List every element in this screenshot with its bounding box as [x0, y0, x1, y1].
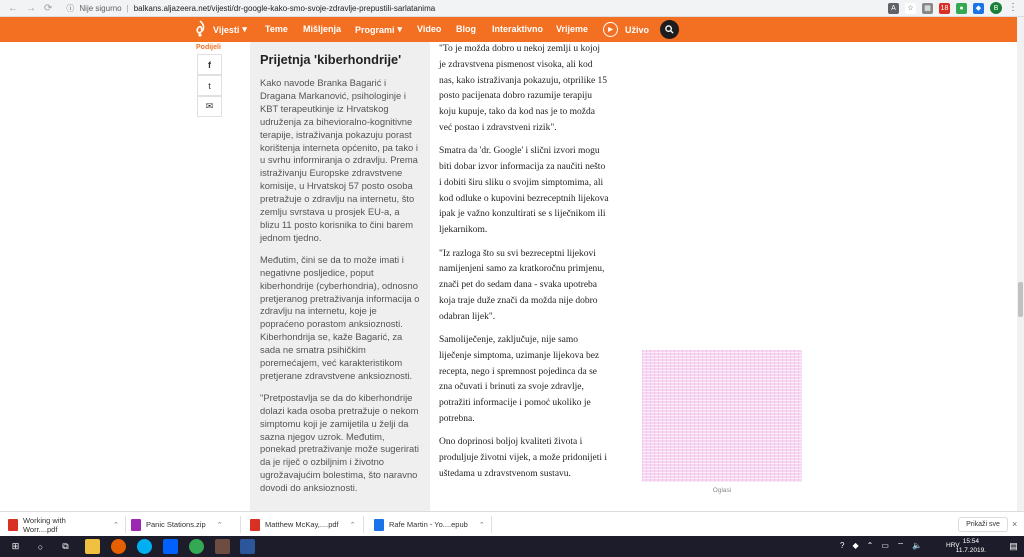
- address-separator: |: [126, 3, 129, 13]
- epub-file-icon: [374, 519, 384, 531]
- word-icon[interactable]: [240, 539, 255, 554]
- nav-uzivo[interactable]: ▶ Uživo: [603, 22, 649, 37]
- nav-vrijeme[interactable]: Vrijeme: [556, 24, 589, 34]
- play-icon: ▶: [603, 22, 618, 37]
- zip-file-icon: [131, 519, 141, 531]
- facebook-icon: f: [208, 59, 211, 70]
- clock-time: 15:54: [962, 538, 980, 545]
- menu-icon[interactable]: ⋮: [1008, 2, 1018, 13]
- show-all-downloads-button[interactable]: Prikaži sve: [958, 517, 1008, 532]
- extension-badge-icon[interactable]: 18: [940, 4, 949, 12]
- download-filename: Matthew McKay,....pdf: [265, 520, 339, 529]
- nav-programi[interactable]: Programi ▾: [355, 24, 403, 35]
- system-tray: [840, 541, 922, 551]
- url-text[interactable]: balkans.aljazeera.net/vijesti/dr-google-kako-smo-svoje-zdravlje-prepustili-sarlatanima: [133, 3, 436, 13]
- article-paragraph: Smatra da 'dr. Google' i slični izvori mogu biti dobar izvor informacija za naučiti nešto i dobiti širu sliku o svojim simptomima, ali kod odluke o kupovini bezreceptnih lijekova ipak je važno konzultirati se s liječnikom ili ljekarnikom.: [439, 146, 609, 236]
- network-icon[interactable]: ⌔: [896, 541, 905, 550]
- chrome-icon[interactable]: [189, 539, 204, 554]
- chevron-up-icon[interactable]: ⌃: [349, 521, 356, 529]
- browser-toolbar: [0, 0, 1024, 17]
- nav-interaktivno[interactable]: Interaktivno: [492, 24, 544, 34]
- nav-video[interactable]: Video: [417, 24, 442, 34]
- download-filename: Panic Stations.zip: [146, 520, 206, 529]
- chevron-up-icon[interactable]: ⌃: [216, 521, 223, 529]
- article-body: [439, 42, 609, 490]
- clock-date: 11.7.2019.: [955, 547, 986, 554]
- article-paragraph: Ono doprinosi boljoj kvaliteti života i produljuje životni vijek, a može pridonijeti i uštedama u zdravstvenom sustavu.: [439, 437, 608, 479]
- chevron-up-icon[interactable]: ⌃: [113, 521, 119, 529]
- skype-icon[interactable]: [137, 539, 152, 554]
- close-icon[interactable]: ×: [1012, 519, 1018, 529]
- chevron-down-icon: ▾: [397, 24, 403, 34]
- aljazeera-logo-icon[interactable]: [193, 20, 207, 38]
- forward-icon[interactable]: →: [26, 2, 36, 14]
- star-icon[interactable]: ☆: [905, 3, 916, 14]
- task-view-icon[interactable]: ⧉: [62, 541, 69, 551]
- language-indicator[interactable]: HRV: [946, 542, 960, 549]
- download-item[interactable]: [131, 516, 241, 533]
- site-navigation: [0, 17, 1017, 42]
- nav-teme[interactable]: Teme: [265, 24, 288, 34]
- volume-icon[interactable]: 🔈: [912, 541, 923, 550]
- download-filename: Working with Worr....pdf: [22, 515, 66, 534]
- nav-vijesti[interactable]: Vijesti ▾: [213, 24, 247, 35]
- file-explorer-icon[interactable]: [85, 539, 100, 554]
- share-twitter-button[interactable]: [197, 75, 222, 96]
- downloads-bar: [0, 511, 1024, 536]
- extension-blue-icon[interactable]: ◆: [973, 3, 984, 14]
- windows-start-icon[interactable]: ⊞: [11, 541, 20, 551]
- profile-avatar[interactable]: B: [990, 2, 1002, 14]
- notifications-icon[interactable]: ▤: [1009, 541, 1018, 551]
- tray-chevron-icon[interactable]: ⌃: [866, 541, 874, 550]
- download-item[interactable]: [374, 516, 492, 533]
- windows-taskbar: [0, 536, 1024, 557]
- security-label: Nije sigurno: [79, 3, 122, 13]
- nav-misljenja[interactable]: Mišljenja: [303, 24, 342, 34]
- translate-icon[interactable]: A: [888, 3, 899, 14]
- chevron-down-icon: ▾: [242, 24, 247, 34]
- download-item[interactable]: [250, 516, 364, 533]
- share-label: Podijeli: [196, 44, 221, 51]
- share-email-button[interactable]: [197, 96, 222, 117]
- chevron-up-icon[interactable]: ⌃: [478, 521, 485, 529]
- extension-icon[interactable]: ▦: [922, 3, 933, 14]
- scrollbar-thumb[interactable]: [1018, 282, 1023, 317]
- download-item[interactable]: [8, 516, 126, 533]
- battery-icon[interactable]: ▭: [881, 541, 889, 550]
- sidebar-title: Prijetnja 'kiberhondrije': [260, 52, 402, 67]
- search-icon: [665, 25, 674, 34]
- search-icon[interactable]: ○: [37, 541, 44, 552]
- dropbox-tray-icon[interactable]: ◆: [852, 541, 859, 550]
- article-paragraph: Samoliječenje, zaključuje, nije samo liječenje simptoma, uzimanje lijekova bez recepta, nego i spremnost pojedinca da se zna očuvati i brinuti za svoje zdravlje, potražiti informacije i pomoć ukoliko je potrebna.: [439, 335, 600, 425]
- address-bar[interactable]: [66, 3, 435, 14]
- nav-blog[interactable]: Blog: [456, 24, 476, 34]
- article-paragraph: "Iz razloga što su svi bezreceptni lijekovi namijenjeni samo za kratkoročnu primjenu, znači pet do sedam dana - svaka upotreba koja traje duže znači da možda nije dobro odabran lijek".: [439, 248, 605, 322]
- sidebar-paragraph: "Pretpostavlja se da do kiberhondrije dolazi kada osoba pretražuje o nekom simptomu koji je zamijetila u želji da sazna njegov uzrok. Međutim, ponekad pretraživanje može sugerirati da je riječ o ozbiljnim i životno ugrožavajućim bolestima, što naravno dovodi do anksioznosti.: [260, 391, 419, 494]
- info-icon[interactable]: ⓘ: [66, 3, 75, 13]
- sidebar-box: [250, 42, 430, 511]
- pdf-file-icon: [250, 519, 260, 531]
- extensions-area: [888, 2, 1018, 14]
- pdf-file-icon: [8, 519, 18, 531]
- download-filename: Rafe Martin - Yo....epub: [389, 520, 468, 529]
- sidebar-paragraph: Kako navode Branka Bagarić i Dragana Markanović, psihologinje i KBT terapeutkinje iz Hrvatskog udruženja za bihevioralno-kognitivne terapije, istraživanja pokazuju porast korištenja interneta općenito, pa tako i u svrhu informiranja o zdravlju. Prema istraživanju Europske zdravstvene komisije, u Hrvatskoj 57 posto osoba pretražuje o zdravlju na internetu, što zemlju svrstava u prosjek EU-a, a blizu 11 posto korisnika to čini barem jednom tjedno.: [260, 77, 418, 243]
- back-icon[interactable]: ←: [8, 2, 18, 14]
- help-icon[interactable]: ?: [840, 541, 845, 550]
- browser-nav: [0, 3, 52, 14]
- reload-icon[interactable]: ⟳: [44, 2, 53, 14]
- twitter-icon: t: [208, 80, 211, 91]
- page-scrollbar[interactable]: [1017, 17, 1024, 511]
- firefox-icon[interactable]: [111, 539, 126, 554]
- ad-label: Oglasi: [712, 487, 732, 494]
- advertisement[interactable]: [642, 350, 802, 482]
- dropbox-icon[interactable]: [163, 539, 178, 554]
- share-facebook-button[interactable]: [197, 54, 222, 75]
- search-button[interactable]: [660, 20, 679, 39]
- sidebar-paragraph: Međutim, čini se da to može imati i negativne posljedice, poput kiberhondrije (cyberhondria), odnosno pretjeranog pretraživanja informacija o zdravlju na internetu, koje je popraćeno porastom anksioznosti. Kiberhondrija se, kaže Bagarić, za sada ne smatra psihičkim poremećajem, već karakteristikom pretjerane zdravstvene anksioznosti.: [260, 253, 420, 381]
- email-icon: ✉: [205, 101, 214, 111]
- clock[interactable]: [956, 537, 986, 555]
- app-icon[interactable]: [215, 539, 230, 554]
- extension-green-icon[interactable]: ●: [956, 3, 967, 14]
- article-paragraph: "To je možda dobro u nekoj zemlji u kojoj je zdravstvena pismenost visoka, ali kod nas, kako istraživanja pokazuju, otprilike 15 posto pacijenata dobro razumije terapiju koju kupuje, tako da kod nas je to možda već postao i zdravstveni rizik".: [439, 44, 608, 133]
